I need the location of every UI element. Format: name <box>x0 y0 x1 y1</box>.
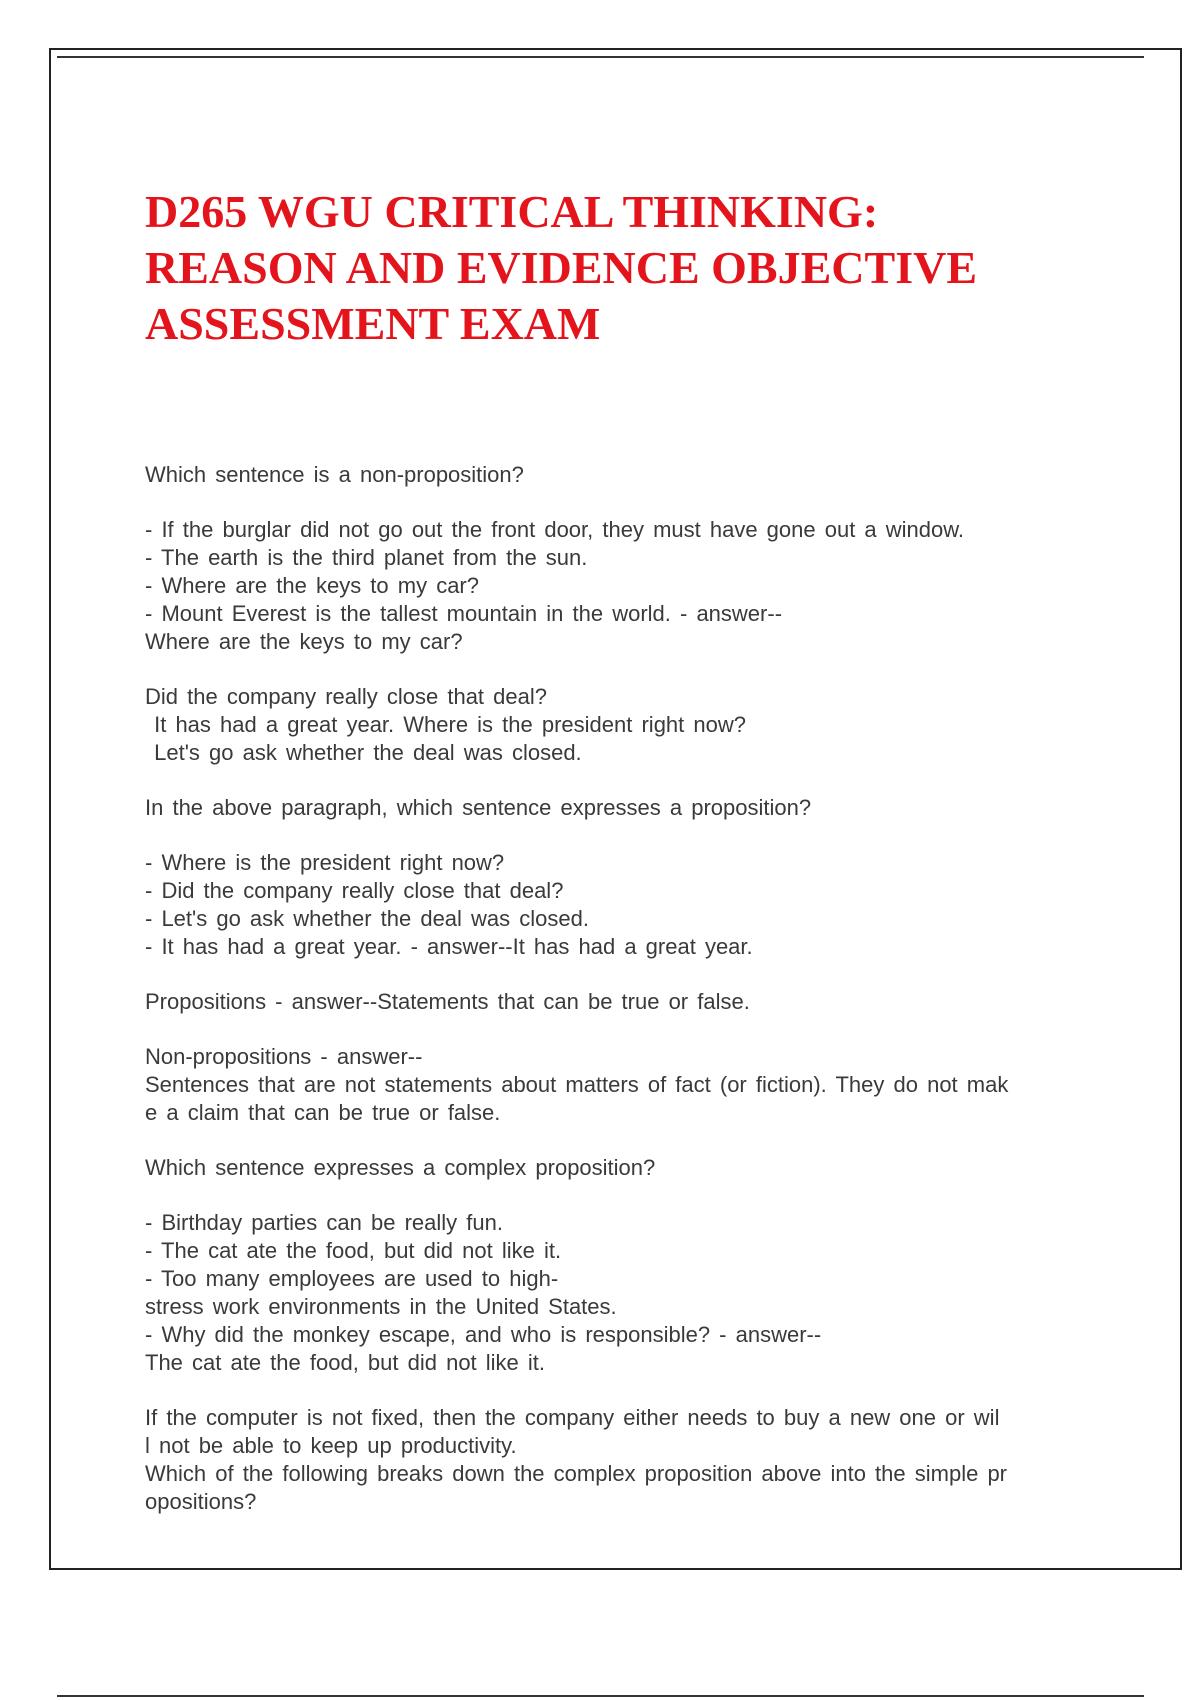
paragraph-gap <box>145 656 1145 683</box>
text-line: If the computer is not fixed, then the company either needs to buy a new one or wil <box>145 1405 1000 1430</box>
text-line: - Too many employees are used to high- <box>145 1266 559 1291</box>
paragraph-gap <box>145 822 1145 849</box>
paragraph-options-1 <box>145 516 1145 656</box>
paragraph-gap <box>145 767 1145 794</box>
text-line: - Birthday parties can be really fun. <box>145 1210 503 1235</box>
text-line: In the above paragraph, which sentence expresses a proposition? <box>145 795 812 820</box>
text-line: stress work environments in the United States. <box>145 1294 617 1319</box>
text-line: - The earth is the third planet from the sun. <box>145 545 588 570</box>
text-line: Which sentence is a non-proposition? <box>145 462 524 487</box>
text-line: Propositions - answer--Statements that can be true or false. <box>145 989 750 1014</box>
paragraph-question-4 <box>145 1404 1145 1516</box>
text-line: - Where is the president right now? <box>145 850 505 875</box>
text-line: Which of the following breaks down the complex proposition above into the simple pr <box>145 1461 1008 1486</box>
text-line: l not be able to keep up productivity. <box>145 1433 517 1458</box>
title-line: REASON AND EVIDENCE OBJECTIVE <box>145 242 977 293</box>
paragraph-gap <box>145 961 1145 988</box>
paragraph-gap <box>145 1377 1145 1404</box>
paragraph-options-3 <box>145 1209 1145 1377</box>
title-line: ASSESSMENT EXAM <box>145 298 601 349</box>
paragraph-question-3 <box>145 1154 1145 1182</box>
paragraph-definition-non-propositions <box>145 1043 1145 1127</box>
paragraph-gap <box>145 1182 1145 1209</box>
paragraph-gap <box>145 489 1145 516</box>
text-line: It has had a great year. Where is the president right now? <box>145 712 746 737</box>
text-line: Did the company really close that deal? <box>145 684 547 709</box>
text-line: Sentences that are not statements about matters of fact (or fiction). They do not mak <box>145 1072 1009 1097</box>
paragraph-question-1 <box>145 461 1145 489</box>
text-line: - Did the company really close that deal? <box>145 878 564 903</box>
text-line: opositions? <box>145 1489 257 1514</box>
text-line: - It has had a great year. - answer--It has had a great year. <box>145 934 753 959</box>
text-line: The cat ate the food, but did not like it. <box>145 1350 546 1375</box>
text-line: e a claim that can be true or false. <box>145 1100 501 1125</box>
text-line: - Mount Everest is the tallest mountain in the world. - answer-- <box>145 601 783 626</box>
text-line: - If the burglar did not go out the front door, they must have gone out a window. <box>145 517 965 542</box>
document-body <box>145 461 1145 1516</box>
paragraph-gap <box>145 1016 1145 1043</box>
paragraph-question-2 <box>145 794 1145 822</box>
text-line: - Why did the monkey escape, and who is responsible? - answer-- <box>145 1322 822 1347</box>
text-line: Non-propositions - answer-- <box>145 1044 423 1069</box>
title-line: D265 WGU CRITICAL THINKING: <box>145 186 879 237</box>
paragraph-passage <box>145 683 1145 767</box>
top-rule <box>57 56 1144 58</box>
paragraph-gap <box>145 1127 1145 1154</box>
paragraph-definition-propositions <box>145 988 1145 1016</box>
text-line: - The cat ate the food, but did not like it. <box>145 1238 562 1263</box>
text-line: Which sentence expresses a complex proposition? <box>145 1155 656 1180</box>
text-line: Let's go ask whether the deal was closed. <box>145 740 582 765</box>
text-line: - Where are the keys to my car? <box>145 573 479 598</box>
text-line: - Let's go ask whether the deal was closed. <box>145 906 589 931</box>
document-title <box>145 184 1145 352</box>
paragraph-options-2 <box>145 849 1145 961</box>
text-line: Where are the keys to my car? <box>145 629 463 654</box>
bottom-rule <box>57 1695 1144 1697</box>
